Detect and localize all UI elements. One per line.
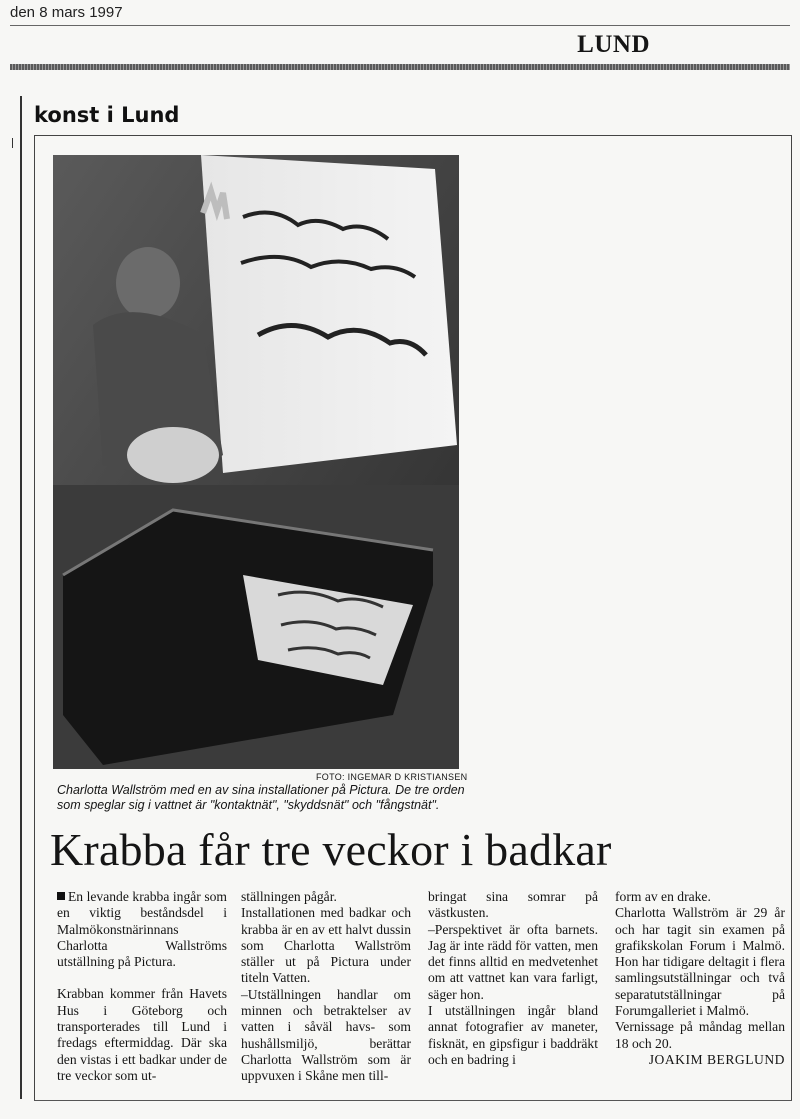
headline: Krabba får tre veckor i badkar xyxy=(50,824,612,875)
paragraph-text: En levande krabba ingår som en viktig beståndsdel i Malmökonstnärinnans Charlotta Wallströms utställning på Pictura. xyxy=(57,889,227,970)
paragraph: Vernissage på måndag mellan 18 och 20. xyxy=(615,1019,785,1051)
article-column-3 xyxy=(428,889,598,1068)
byline: JOAKIM BERGLUND xyxy=(648,1051,785,1067)
person xyxy=(116,247,180,319)
section-title: LUND xyxy=(577,31,650,58)
paragraph: Charlotta Wallström är 29 år och har tagit sin examen på grafikskolan Forum i Malmö. Hon har tidigare deltagit i flera samlingsutställningar och två separatutställningar på Forumgalleriet i Malmö. xyxy=(615,905,785,1019)
margin-tick xyxy=(12,138,13,148)
bottom-rule xyxy=(34,1100,792,1101)
column-kicker: konst i Lund xyxy=(34,103,180,127)
paragraph: Installationen med badkar och krabba är en av ett halvt dussin som Charlotta Wallström ställer ut på Pictura under titeln Vatten. xyxy=(241,905,411,986)
paragraph: –Perspektivet är ofta barnets. Jag är inte rädd för vatten, men det finns alltid en medvetenhet om att vattnet kan vara farligt, säger hon. xyxy=(428,921,598,1002)
article-photo xyxy=(53,155,459,769)
article-column-2 xyxy=(241,889,411,1085)
paragraph: form av en drake. xyxy=(615,889,711,904)
issue-date: den 8 mars 1997 xyxy=(10,4,123,21)
article-column-4 xyxy=(615,889,785,1068)
photo-caption: Charlotta Wallström med en av sina installationer på Pictura. De tre orden som speglar sig i vattnet är "kontaktnät", "skyddsnät" och "fångstnät". xyxy=(57,783,465,812)
header-rule xyxy=(10,25,790,26)
paragraph: Krabban kommer från Havets Hus i Göteborg och transporterades till Lund i fredags eftermiddag. Där ska den vistas i ett badkar under de tre veckor som ut- xyxy=(57,986,227,1083)
header-band xyxy=(10,64,790,70)
paragraph: ställningen pågår. xyxy=(241,889,337,904)
photo-image xyxy=(53,155,459,769)
lead-square-icon xyxy=(57,892,65,900)
photo-credit: FOTO: INGEMAR D KRISTIANSEN xyxy=(316,772,468,782)
hanging-panel xyxy=(201,155,457,473)
article-column-1 xyxy=(57,889,227,1084)
margin-rule xyxy=(20,96,22,1099)
paragraph: –Utställningen handlar om minnen och betraktelser av vatten i såväl havs- som hushållsmiljö, berättar Charlotta Wallström som är uppvuxen i Skåne men till- xyxy=(241,986,411,1084)
paragraph: I utställningen ingår bland annat fotografier av maneter, fisknät, en gipsfigur i baddräkt och en badring i xyxy=(428,1003,598,1067)
paragraph xyxy=(57,889,227,970)
paragraph: bringat sina somrar på västkusten. xyxy=(428,889,598,921)
